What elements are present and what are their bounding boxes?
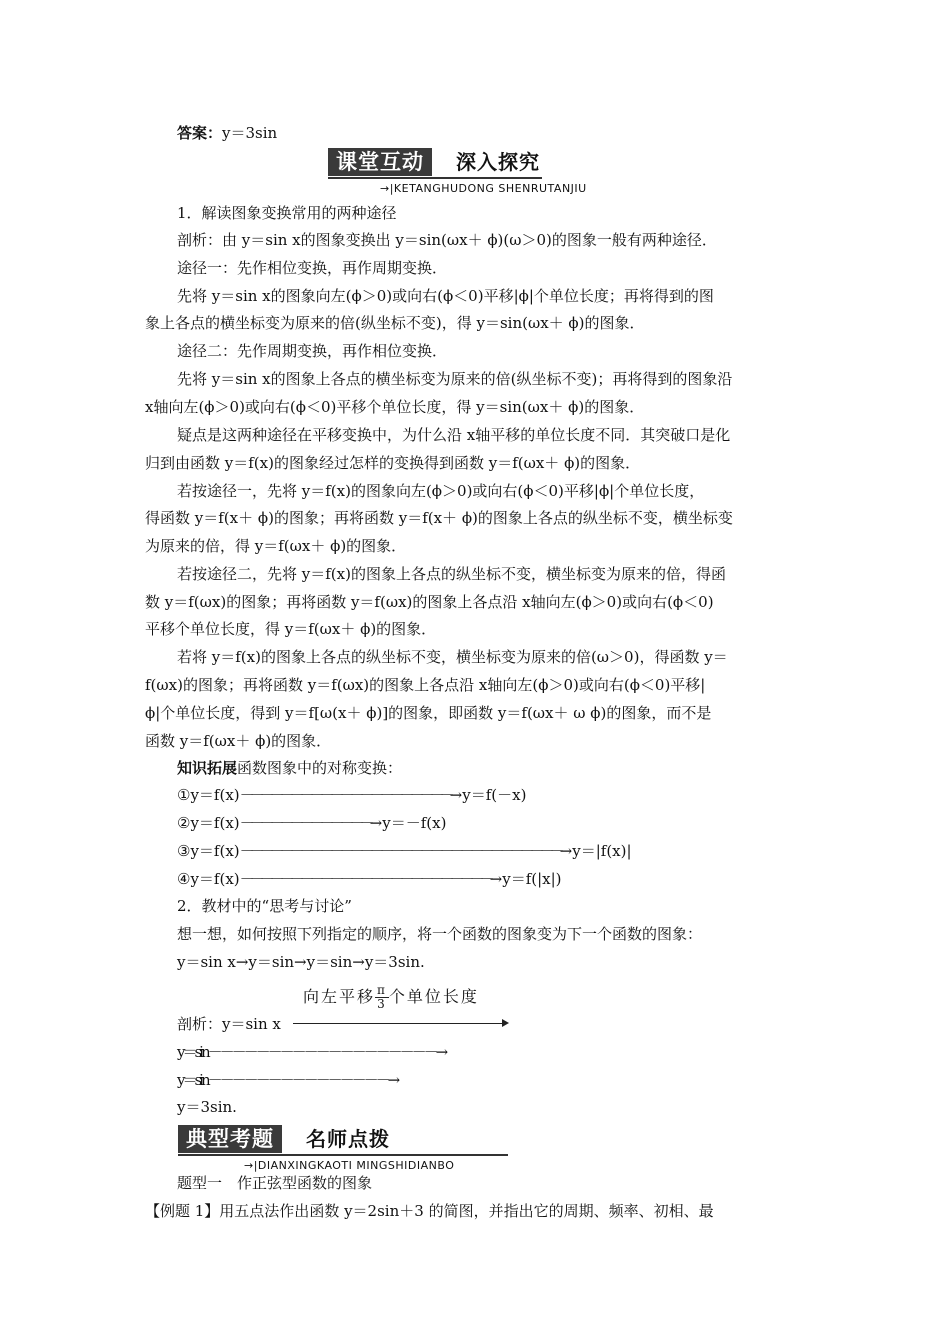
step-text: y＝sin－－－－－－－－－－－－－－－－－－－	[177, 1043, 436, 1061]
symmetry-rhs: y＝－f(x)	[382, 814, 447, 832]
paragraph-line: 平移个单位长度，得 y＝f(ωx＋ ϕ)的图象．	[145, 620, 437, 638]
paragraph-line: 为原来的倍，得 y＝f(ωx＋ ϕ)的图象．	[145, 537, 407, 555]
extension-label: 知识拓展	[177, 759, 238, 777]
paragraph-line: x轴向左(ϕ＞0)或向右(ϕ＜0)平移个单位长度，得 y＝sin(ωx＋ ϕ)的图象．	[145, 398, 645, 416]
answer-line	[177, 123, 277, 143]
step-line: y＝3sin.	[177, 1098, 237, 1116]
paragraph-line: 先将 y＝sin x的图象向左(ϕ＞0)或向右(ϕ＜0)平移|ϕ|个单位长度；再将得到的图	[177, 287, 714, 305]
transform-arrow-line	[293, 1023, 503, 1024]
example-line: 【例题 1】用五点法作出函数 y＝2sin＋3 的简图，并指出它的周期、频率、初相、最	[145, 1202, 714, 1220]
arrow-icon: →	[449, 786, 463, 804]
symmetry-rhs: y＝f(|x|)	[502, 870, 562, 888]
extension-heading	[177, 758, 402, 778]
banner-subtitle: →|KETANGHUDONG SHENRUTANJIU	[380, 182, 587, 195]
arrow-icon: →	[489, 870, 503, 888]
transform-label-text: 向左平移	[303, 987, 376, 1006]
problem-type: 题型一 作正弦型函数的图象	[177, 1174, 373, 1192]
banner-rule	[328, 177, 542, 179]
paragraph-line: y＝sin x→y＝sin→y＝sin→y＝3sin.	[177, 953, 425, 971]
arrow-icon	[502, 1019, 509, 1027]
extension-text: 函数图象中的对称变换：	[237, 759, 403, 777]
step-line	[177, 1042, 448, 1062]
paragraph-line: 剖析：由 y＝sin x的图象变换出 y＝sin(ωx＋ ϕ)(ω＞0)的图象一般有两种途径．	[177, 231, 717, 249]
answer-label: 答案：	[177, 124, 223, 142]
arrow-icon: →	[369, 814, 383, 832]
paragraph-line: 归到由函数 y＝f(x)的图象经过怎样的变换得到函数 y＝f(ωx＋ ϕ)的图象．	[145, 454, 641, 472]
paragraph-line: 先将 y＝sin x的图象上各点的横坐标变为原来的倍(纵坐标不变)；再将得到的图象沿	[177, 370, 733, 388]
paragraph-line: 想一想，如何按照下列指定的顺序，将一个函数的图象变为下一个函数的图象：	[177, 925, 703, 943]
paragraph-line: 途径二：先作周期变换，再作相位变换．	[177, 342, 448, 360]
paragraph-line: ϕ|个单位长度，得到 y＝f[ω(x＋ ϕ)]的图象，即函数 y＝f(ωx＋ ω ϕ)的图象，而不是	[145, 704, 712, 722]
section-1-title: 1．解读图象变换常用的两种途径	[177, 204, 397, 222]
symmetry-lhs: ①y＝f(x)	[177, 786, 240, 804]
arrow-icon: →	[435, 1043, 449, 1061]
symmetry-rhs: y＝|f(x)|	[572, 842, 632, 860]
banner-rule	[178, 1154, 508, 1156]
transform-tail-text: 个单位长度	[388, 987, 479, 1006]
paragraph-line: 得函数 y＝f(x＋ ϕ)的图象；再将函数 y＝f(x＋ ϕ)的图象上各点的纵坐标不变，横坐标变	[145, 509, 733, 527]
symmetry-item	[177, 813, 446, 833]
paragraph-line: 若按途径二，先将 y＝f(x)的图象上各点的纵坐标不变，横坐标变为原来的倍，得函	[177, 565, 726, 583]
section-banner-dianxing	[178, 1125, 538, 1175]
paragraph-line: 数 y＝f(ωx)的图象；再将函数 y＝f(ωx)的图象上各点沿 x轴向左(ϕ＞0)或向右(ϕ＜0)	[145, 593, 714, 611]
answer-text: y＝3sin	[222, 124, 278, 142]
fraction-numerator: π	[377, 983, 387, 997]
banner-dark-title: 典型考题	[178, 1125, 282, 1153]
banner-dark-title: 课堂互动	[328, 148, 432, 176]
step-text: y＝sin－－－－－－－－－－－－－－－	[177, 1071, 388, 1089]
transform-label	[303, 984, 479, 1011]
arrow-icon: →	[559, 842, 573, 860]
step-line	[177, 1070, 400, 1090]
step-line: 剖析：y＝sin x	[177, 1015, 281, 1033]
symmetry-lhs: ③y＝f(x)	[177, 842, 240, 860]
symmetry-item	[177, 785, 526, 805]
fraction-denominator: 3	[377, 997, 387, 1011]
paragraph-line: 函数 y＝f(ωx＋ ϕ)的图象．	[145, 732, 332, 750]
fraction-pi-over-3	[375, 984, 389, 1011]
symmetry-arrow: －－－－－－－－－－－－－－－－－－－－－－－－－	[239, 870, 490, 888]
paragraph-line: f(ωx)的图象；再将函数 y＝f(ωx)的图象上各点沿 x轴向左(ϕ＞0)或向右(ϕ＜0)平移|	[145, 676, 706, 694]
paragraph-line: 若按途径一，先将 y＝f(x)的图象向左(ϕ＞0)或向右(ϕ＜0)平移|ϕ|个单位长度，	[177, 482, 705, 500]
symmetry-lhs: ②y＝f(x)	[177, 814, 240, 832]
paragraph-line: 象上各点的横坐标变为原来的倍(纵坐标不变)，得 y＝sin(ωx＋ ϕ)的图象．	[145, 314, 645, 332]
banner-light-title: 深入探究	[456, 150, 540, 174]
banner-light-title: 名师点拨	[306, 1127, 390, 1151]
arrow-icon: →	[387, 1071, 401, 1089]
banner-subtitle: →|DIANXINGKAOTI MINGSHIDIANBO	[244, 1159, 455, 1172]
paragraph-line: 若将 y＝f(x)的图象上各点的纵坐标不变，横坐标变为原来的倍(ω＞0)，得函数 y＝	[177, 648, 728, 666]
symmetry-arrow: －－－－－－－－－－－－－	[239, 814, 370, 832]
section-banner-ketang	[328, 148, 748, 198]
section-2-title: 2．教材中的“思考与讨论”	[177, 897, 352, 915]
symmetry-rhs: y＝f(－x)	[462, 786, 527, 804]
paragraph-line: 途径一：先作相位变换，再作周期变换．	[177, 259, 448, 277]
symmetry-arrow: －－－－－－－－－－－－－－－－－－－－－	[239, 786, 450, 804]
symmetry-arrow: －－－－－－－－－－－－－－－－－－－－－－－－－－－－－－－－	[239, 842, 560, 860]
symmetry-item	[177, 869, 562, 889]
paragraph-line: 疑点是这两种途径在平移变换中，为什么沿 x轴平移的单位长度不同．其突破口是化	[177, 426, 731, 444]
symmetry-item	[177, 841, 632, 861]
symmetry-lhs: ④y＝f(x)	[177, 870, 240, 888]
